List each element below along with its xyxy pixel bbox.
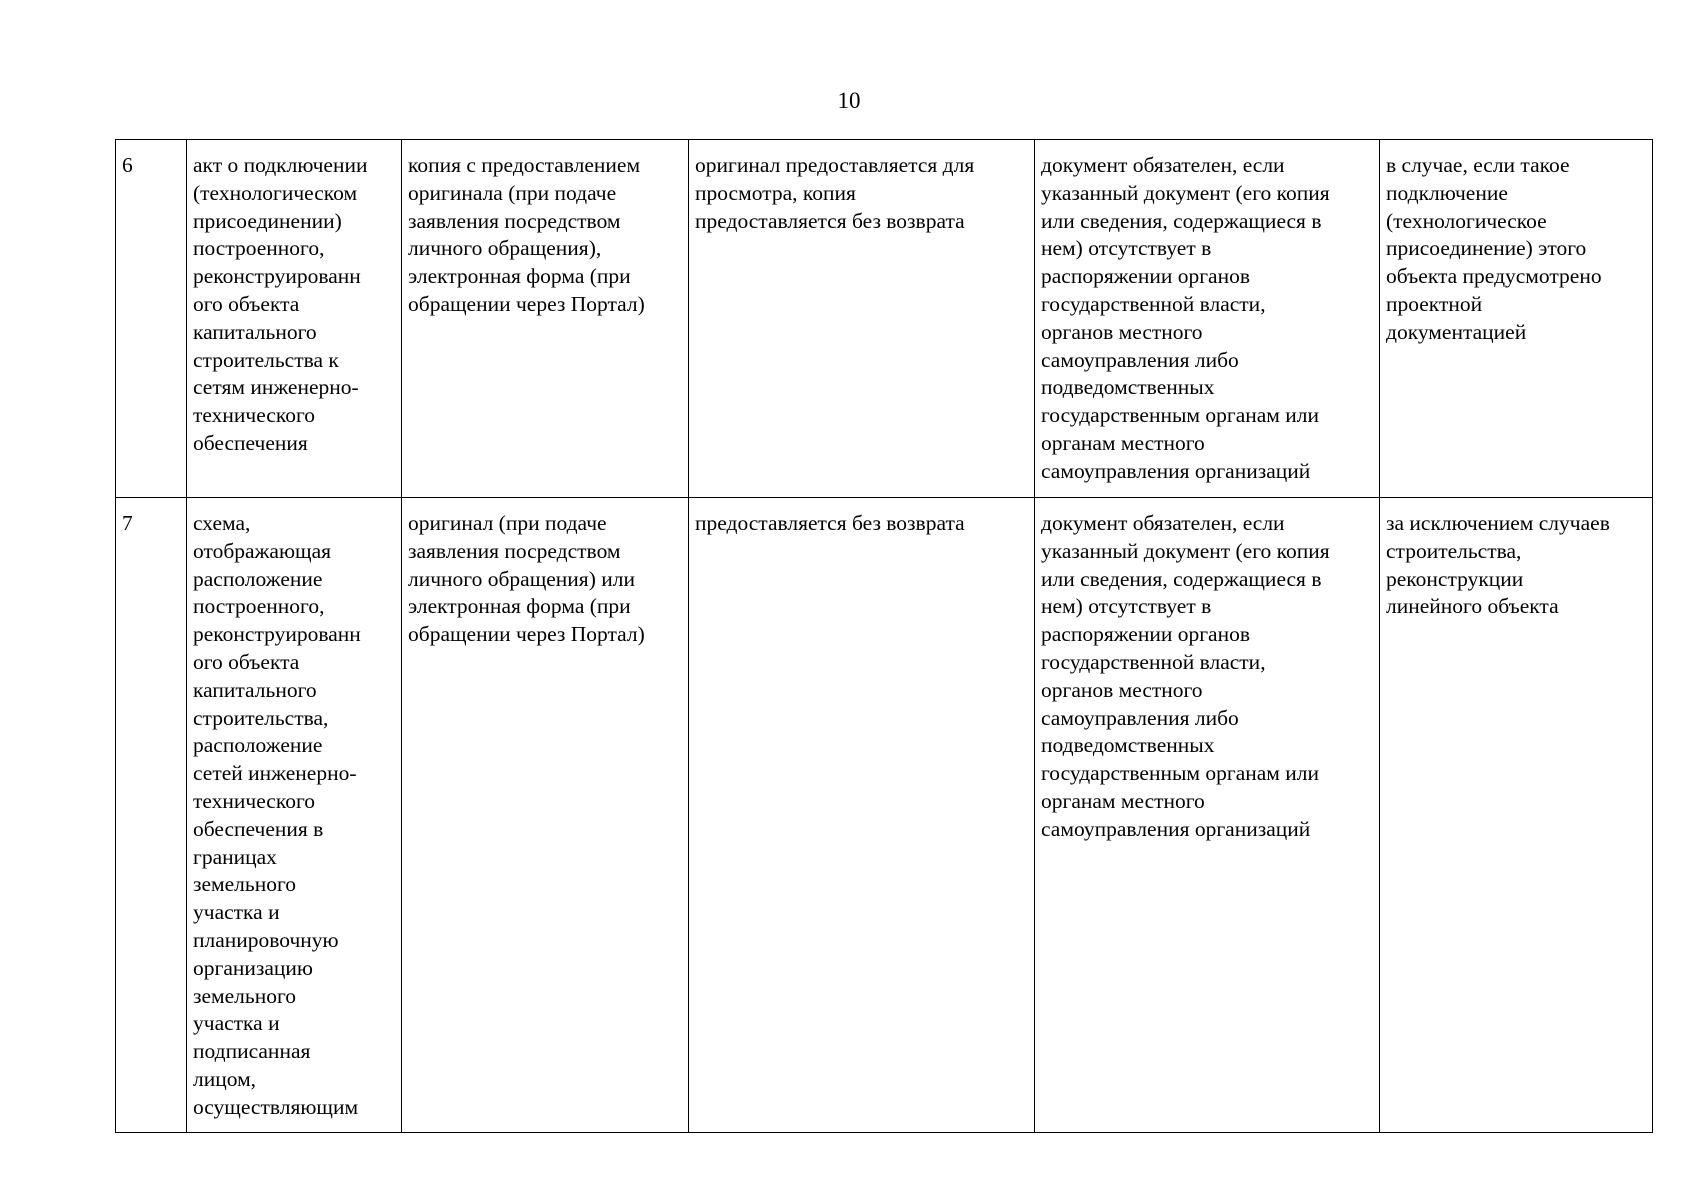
condition-cell	[1380, 498, 1653, 1133]
condition-cell	[1380, 140, 1653, 498]
return-terms: предоставляется без возврата	[695, 511, 965, 535]
document-form-cell	[402, 498, 689, 1133]
document-form-cell	[402, 140, 689, 498]
obligation-cell	[1035, 140, 1380, 498]
row-number: 7	[122, 511, 133, 535]
document-name-cell	[187, 498, 402, 1133]
row-number: 6	[122, 153, 133, 177]
page-number: 10	[837, 88, 861, 113]
obligation-cell	[1035, 498, 1380, 1133]
document-name: акт о подключении (технологическом присоединении) построенного, реконструированн ого объекта капитального строительства к сетям инженерно- технического обеспечения	[193, 153, 368, 455]
return-terms-cell	[689, 498, 1035, 1133]
document-form: оригинал (при подаче заявления посредством личного обращения) или электронная форма (при обращении через Портал)	[408, 511, 645, 647]
document-form: копия с предоставлением оригинала (при подаче заявления посредством личного обращения), электронная форма (при обращении через Портал)	[408, 153, 645, 316]
row-number-cell	[116, 140, 187, 498]
return-terms: оригинал предоставляется для просмотра, копия предоставляется без возврата	[695, 153, 975, 233]
document-name: схема, отображающая расположение построенного, реконструированн ого объекта капитального строительства, расположение сетей инженерно- технического обеспечения в границах земельного участка и планировочную организацию земельного участка и подписанная лицом, осуществляющим	[193, 511, 361, 1119]
table-row	[116, 498, 1653, 1133]
documents-table	[115, 139, 1653, 1133]
condition: в случае, если такое подключение (технологическое присоединение) этого объекта предусмотрено проектной документацией	[1386, 153, 1602, 344]
obligation: документ обязателен, если указанный документ (его копия или сведения, содержащиеся в нем) отсутствует в распоряжении органов государственной власти, органов местного самоуправления либо подведомственных государственным органам или органам местного самоуправления организаций	[1041, 153, 1330, 483]
condition: за исключением случаев строительства, реконструкции линейного объекта	[1386, 511, 1610, 619]
document-name-cell	[187, 140, 402, 498]
return-terms-cell	[689, 140, 1035, 498]
table-row	[116, 140, 1653, 498]
obligation: документ обязателен, если указанный документ (его копия или сведения, содержащиеся в нем) отсутствует в распоряжении органов государственной власти, органов местного самоуправления либо подведомственных государственным органам или органам местного самоуправления организаций	[1041, 511, 1330, 841]
row-number-cell	[116, 498, 187, 1133]
